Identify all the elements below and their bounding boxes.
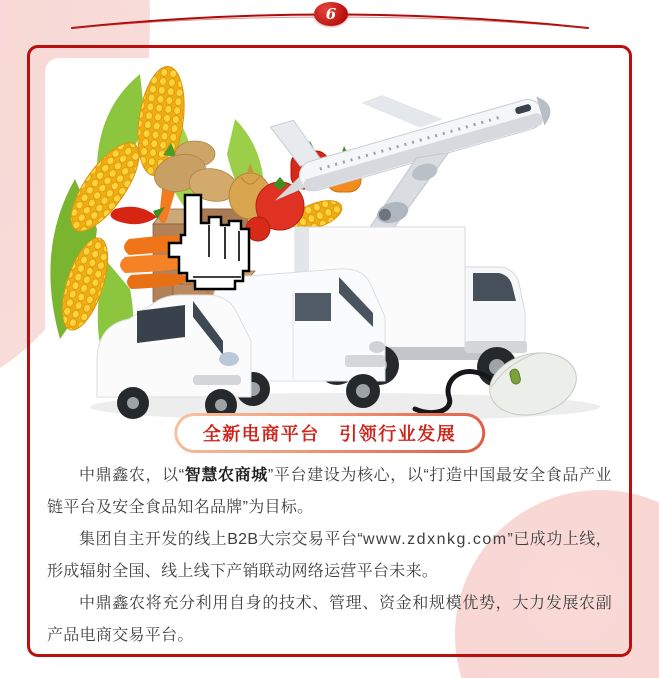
paragraph-3: 中鼎鑫农将充分利用自身的技术、管理、资金和规模优势，大力发展农副产品电商交易平台。 xyxy=(47,595,612,644)
paragraph-2 xyxy=(47,524,612,588)
p1-pre: 中鼎鑫农，以“ xyxy=(79,467,185,484)
paragraph-1 xyxy=(47,460,612,524)
ecommerce-logistics-collage xyxy=(45,58,619,430)
page-number-badge xyxy=(314,2,348,26)
content-card xyxy=(27,45,632,657)
p2-pre: 集团自主开发的线上B2B大宗交易平台“ xyxy=(79,531,363,548)
p2-post: ”已成功上线，形成辐射全国、线上线下产销联动网络运营平台未来。 xyxy=(47,531,612,580)
p1-bold-term: 智慧农商城 xyxy=(184,467,268,484)
p1-post: ”平台建设为核心，以“打造中国最安全食品产业链平台及安全食品知名品牌”为目标。 xyxy=(47,467,612,516)
section-title-badge xyxy=(174,413,486,453)
body-text xyxy=(47,460,612,652)
section-title: 全新电商平台 引领行业发展 xyxy=(202,424,457,444)
platform-url: www.zdxnkg.com xyxy=(362,531,508,548)
collage-illustration xyxy=(45,58,619,430)
section-title-inner xyxy=(177,416,483,450)
page-number: 6 xyxy=(325,5,337,23)
